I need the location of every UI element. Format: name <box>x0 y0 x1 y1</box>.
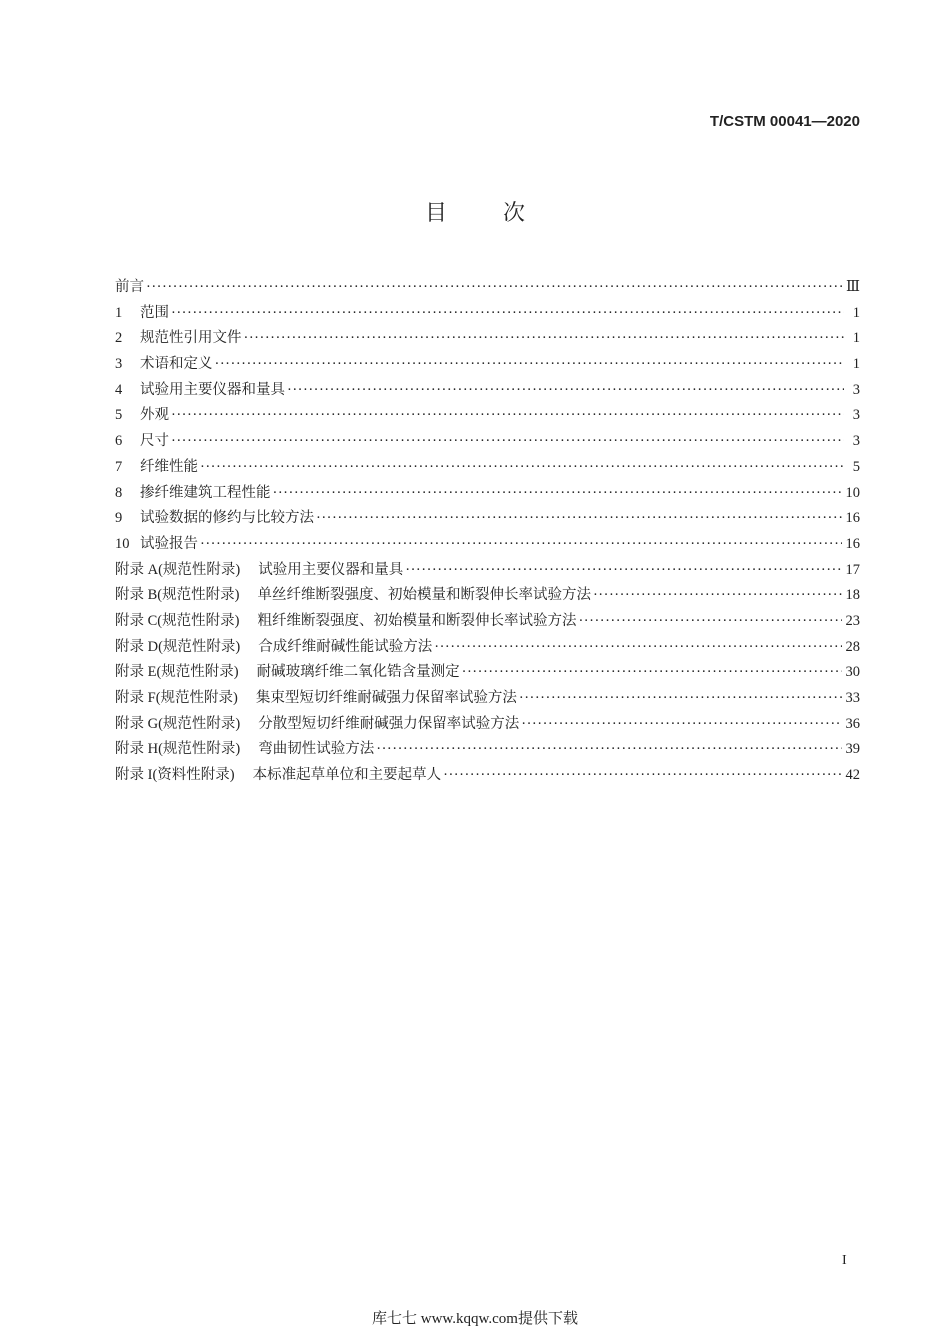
toc-entry-title: 合成纤维耐碱性能试验方法 <box>258 638 433 655</box>
toc-entry-number: 附录 E(规范性附录) <box>115 664 239 681</box>
dot-leader <box>215 356 845 373</box>
toc-entry-number: 附录 I(资料性附录) <box>115 767 235 784</box>
dot-leader <box>462 664 842 681</box>
toc-entry[interactable] <box>115 558 860 584</box>
toc-entry-page: 42 <box>845 767 860 784</box>
dot-leader <box>171 433 844 450</box>
toc-entry-title: 弯曲韧性试验方法 <box>258 741 375 758</box>
toc-entry-title: 范围 <box>140 304 169 321</box>
toc-entry-page: 1 <box>852 356 860 373</box>
toc-entry-page: 16 <box>845 535 860 552</box>
toc-entry-number: 附录 D(规范性附录) <box>115 638 241 655</box>
toc-entry[interactable] <box>115 763 860 789</box>
toc-entry-title: 术语和定义 <box>140 356 213 373</box>
standard-code: T/CSTM 00041—2020 <box>709 113 860 130</box>
toc-entry[interactable] <box>115 660 860 686</box>
toc-entry-page: 3 <box>852 433 860 450</box>
toc-entry-page: 36 <box>845 715 860 732</box>
dot-leader <box>287 382 844 399</box>
toc-entry-title: 集束型短切纤维耐碱强力保留率试验方法 <box>255 690 517 706</box>
dot-leader <box>244 330 845 347</box>
toc-entry-number: 9 <box>115 510 123 527</box>
toc-entry-title: 试验数据的修约与比较方法 <box>140 510 314 527</box>
toc-entry-number: 8 <box>115 484 123 501</box>
toc-entry[interactable] <box>115 532 860 558</box>
dot-leader <box>434 639 841 656</box>
toc-entry-number: 6 <box>115 433 123 450</box>
toc-entry-page: 1 <box>852 304 860 321</box>
toc-entry-number: 5 <box>115 407 123 424</box>
toc-entry[interactable] <box>115 481 860 507</box>
dot-leader <box>316 510 842 527</box>
toc-entry[interactable] <box>115 378 860 404</box>
page-title: 目次 <box>424 201 581 226</box>
toc-entry-page: 3 <box>852 407 860 424</box>
dot-leader <box>519 690 842 707</box>
toc-entry-title: 本标准起草单位和主要起草人 <box>252 767 442 784</box>
toc-entry-page: 5 <box>852 458 860 475</box>
toc-entry-page: 3 <box>852 381 860 398</box>
toc-entry[interactable] <box>115 275 860 301</box>
toc-entry[interactable] <box>115 635 860 661</box>
dot-leader <box>521 716 841 733</box>
toc-entry-page: 39 <box>845 741 860 758</box>
toc-entry-number: 7 <box>115 458 123 475</box>
toc-entry-number: 附录 G(规范性附录) <box>115 715 241 732</box>
toc-entry-number: 附录 F(规范性附录) <box>115 690 238 706</box>
footer-watermark: 库七七 www.kqqw.com提供下载 <box>372 1311 578 1327</box>
dot-leader <box>405 562 841 579</box>
toc-entry-title: 分散型短切纤维耐碱强力保留率试验方法 <box>258 715 520 732</box>
toc-entry-title: 掺纤维建筑工程性能 <box>140 484 271 501</box>
toc-entry[interactable] <box>115 301 860 327</box>
toc-entry-page: 30 <box>845 664 860 681</box>
toc-entry-page: 17 <box>845 561 860 578</box>
toc-entry-number: 附录 H(规范性附录) <box>115 741 241 758</box>
toc-entry-page: Ⅲ <box>846 279 860 295</box>
dot-leader <box>171 407 844 424</box>
table-of-contents <box>115 275 860 789</box>
toc-entry-number: 1 <box>115 304 123 321</box>
toc-entry[interactable] <box>115 352 860 378</box>
toc-entry[interactable] <box>115 429 860 455</box>
toc-entry-page: 28 <box>845 638 860 655</box>
toc-entry[interactable] <box>115 737 860 763</box>
toc-entry[interactable] <box>115 712 860 738</box>
toc-entry-title: 耐碱玻璃纤维二氧化锆含量测定 <box>256 664 460 681</box>
dot-leader <box>443 767 841 784</box>
toc-entry-title: 试验用主要仪器和量具 <box>258 561 404 578</box>
toc-entry-number: 附录 B(规范性附录) <box>115 587 240 604</box>
toc-entry-title: 试验报告 <box>140 535 198 552</box>
toc-entry-title: 试验用主要仪器和量具 <box>140 381 285 398</box>
toc-entry-number: 3 <box>115 356 123 373</box>
toc-entry-number: 4 <box>115 381 123 398</box>
toc-entry[interactable] <box>115 326 860 352</box>
dot-leader <box>593 587 842 604</box>
toc-entry-title: 前言 <box>115 279 144 295</box>
toc-entry[interactable] <box>115 506 860 532</box>
toc-entry[interactable] <box>115 686 860 712</box>
toc-entry-page: 23 <box>845 612 860 629</box>
toc-entry-title: 粗纤维断裂强度、初始模量和断裂伸长率试验方法 <box>257 612 577 629</box>
toc-entry-page: 16 <box>845 510 860 527</box>
dot-leader <box>273 485 842 502</box>
toc-entry-page: 33 <box>845 690 860 706</box>
toc-entry[interactable] <box>115 455 860 481</box>
toc-entry-number: 2 <box>115 330 123 347</box>
toc-entry-title: 单丝纤维断裂强度、初始模量和断裂伸长率试验方法 <box>257 587 591 604</box>
toc-entry-title: 外观 <box>140 407 169 424</box>
dot-leader <box>146 279 842 296</box>
toc-entry[interactable] <box>115 403 860 429</box>
toc-entry-number: 附录 C(规范性附录) <box>115 612 240 629</box>
toc-entry-title: 规范性引用文件 <box>140 330 242 347</box>
toc-entry-number: 附录 A(规范性附录) <box>115 561 241 578</box>
toc-entry-title: 尺寸 <box>140 433 169 450</box>
toc-entry-number: 10 <box>115 535 130 552</box>
dot-leader <box>171 305 844 322</box>
toc-entry-title: 纤维性能 <box>140 458 198 475</box>
toc-entry-page: 10 <box>845 484 860 501</box>
toc-entry[interactable] <box>115 583 860 609</box>
dot-leader <box>200 536 842 553</box>
dot-leader <box>376 741 841 758</box>
dot-leader <box>200 459 844 476</box>
toc-entry[interactable] <box>115 609 860 635</box>
dot-leader <box>578 613 841 630</box>
toc-entry-page: 1 <box>852 330 860 347</box>
page-number: I <box>842 1253 847 1268</box>
toc-entry-page: 18 <box>845 587 860 604</box>
